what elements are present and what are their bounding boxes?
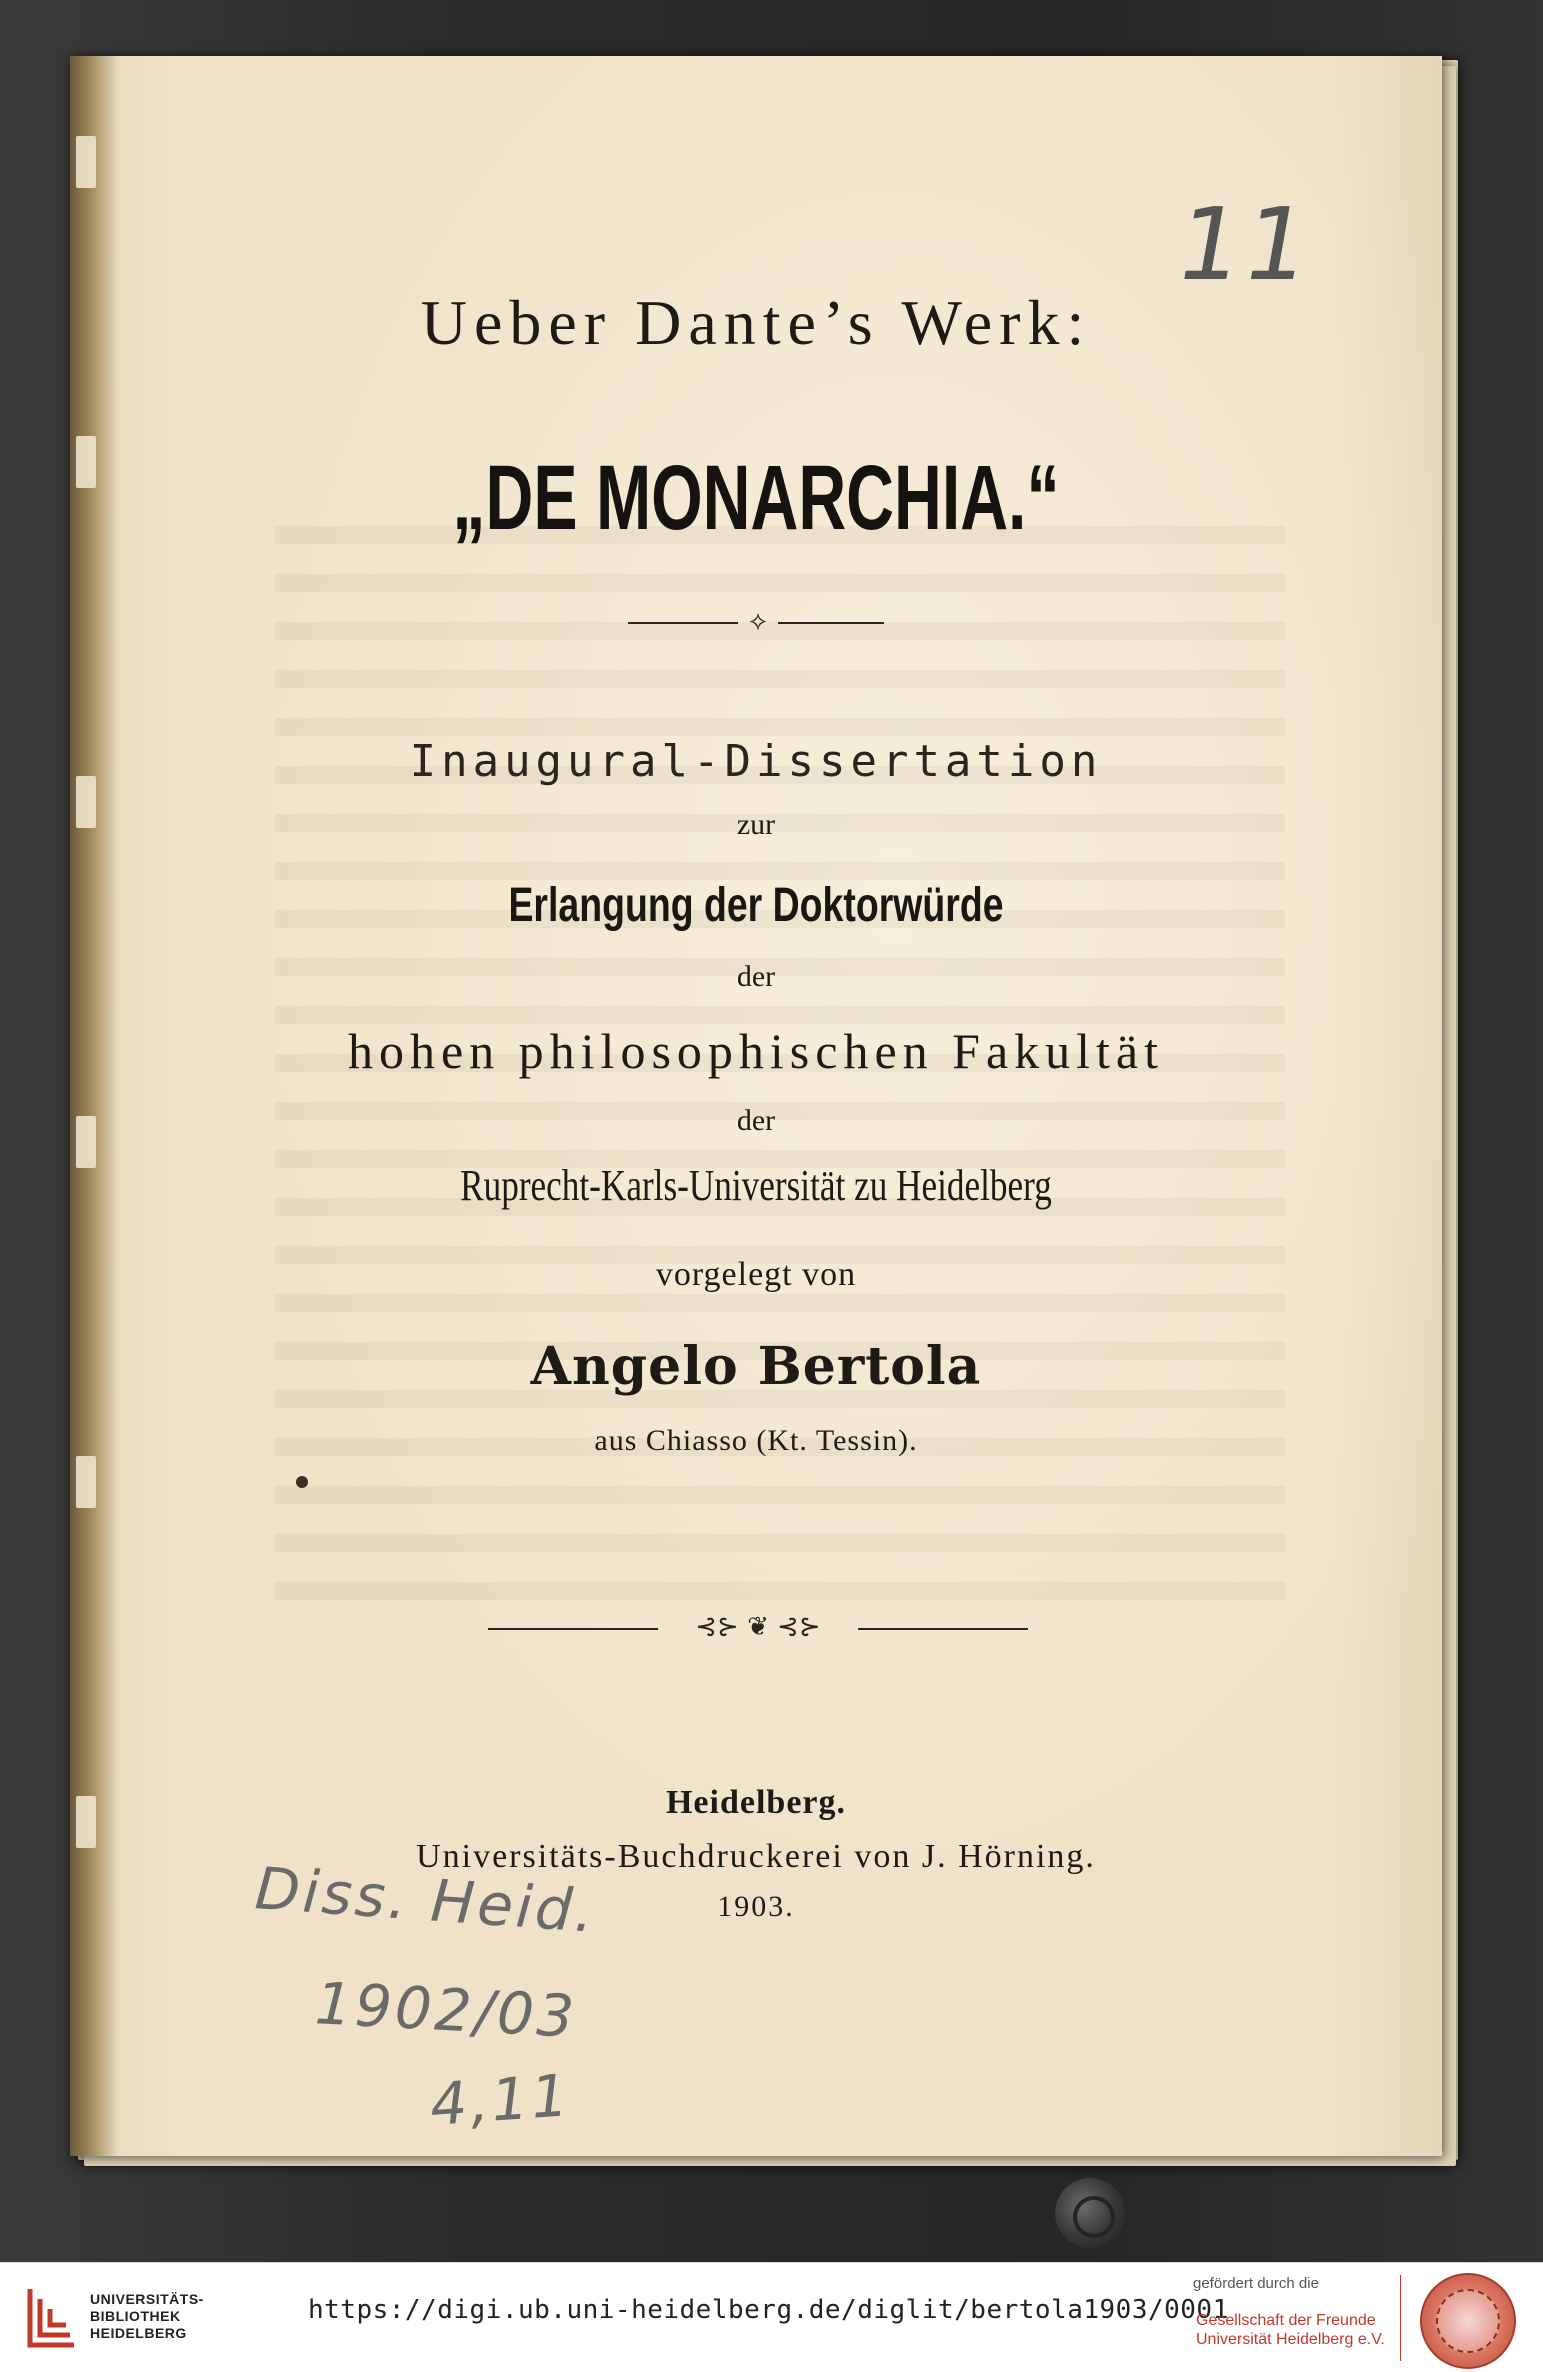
author-name: Angelo Bertola bbox=[530, 1336, 982, 1397]
title-line-1: Ueber Dante’s Werk: bbox=[420, 287, 1092, 358]
handwritten-shelfmark-2: 1902/03 bbox=[313, 1969, 579, 2051]
sponsor-name-line-1: Gesellschaft der Freunde bbox=[1196, 2312, 1376, 2329]
ornament-bottom-rule-right bbox=[858, 1628, 1028, 1630]
book-cradle-screw bbox=[1055, 2178, 1125, 2248]
ornament-top: ⟡ bbox=[749, 606, 767, 636]
dissertation-heading: Inaugural-Dissertation bbox=[409, 736, 1103, 787]
library-name[interactable] bbox=[90, 2291, 204, 2342]
handwritten-shelfmark-1: Diss. Heid. bbox=[253, 1854, 599, 1946]
publication-year: 1903. bbox=[717, 1890, 795, 1923]
publication-place: Heidelberg. bbox=[665, 1784, 847, 1821]
ink-spot bbox=[296, 1476, 308, 1488]
ornament-rule-right bbox=[778, 622, 884, 624]
text-der-1: der bbox=[736, 960, 776, 993]
university-heading: Ruprecht-Karls-Universität zu Heidelberg bbox=[460, 1161, 1052, 1210]
sponsor-name-line-2: Universität Heidelberg e.V. bbox=[1196, 2331, 1385, 2348]
ornament-rule-left bbox=[628, 622, 738, 624]
handwritten-shelfmark-3: 4,11 bbox=[427, 2061, 574, 2139]
title-line-2: „DE MONARCHIA.“ bbox=[452, 447, 1060, 549]
title-page-text bbox=[70, 56, 1442, 2156]
library-name-line-2: BIBLIOTHEK bbox=[90, 2308, 181, 2324]
faculty-heading: hohen philosophischen Fakultät bbox=[347, 1023, 1165, 1079]
sponsor-name[interactable] bbox=[1196, 2311, 1385, 2349]
footer-divider bbox=[1400, 2275, 1401, 2361]
text-der-2: der bbox=[736, 1104, 776, 1137]
publisher: Universitäts-Buchdruckerei von J. Hörning. bbox=[416, 1838, 1096, 1875]
ornament-bottom-rule-left bbox=[488, 1628, 658, 1630]
university-library-logo-icon[interactable] bbox=[22, 2281, 82, 2353]
author-origin: aus Chiasso (Kt. Tessin). bbox=[594, 1424, 918, 1457]
ornament-bottom: ⊰⊱ ❦ ⊰⊱ bbox=[695, 1612, 821, 1642]
university-seal-icon[interactable] bbox=[1420, 2273, 1516, 2369]
viewer-footer bbox=[0, 2262, 1543, 2372]
library-name-line-1: UNIVERSITÄTS- bbox=[90, 2291, 204, 2307]
sponsor-label: gefördert durch die bbox=[1193, 2275, 1319, 2292]
permalink-url[interactable]: https://digi.ub.uni-heidelberg.de/diglit/bertola1903/0001 bbox=[308, 2295, 1229, 2325]
library-name-line-3: HEIDELBERG bbox=[90, 2325, 187, 2341]
text-zur: zur bbox=[736, 808, 776, 841]
handwritten-page-number: 11 bbox=[1167, 186, 1322, 303]
text-vorgelegt: vorgelegt von bbox=[655, 1256, 857, 1293]
doctorate-heading: Erlangung der Doktorwürde bbox=[508, 879, 1004, 932]
